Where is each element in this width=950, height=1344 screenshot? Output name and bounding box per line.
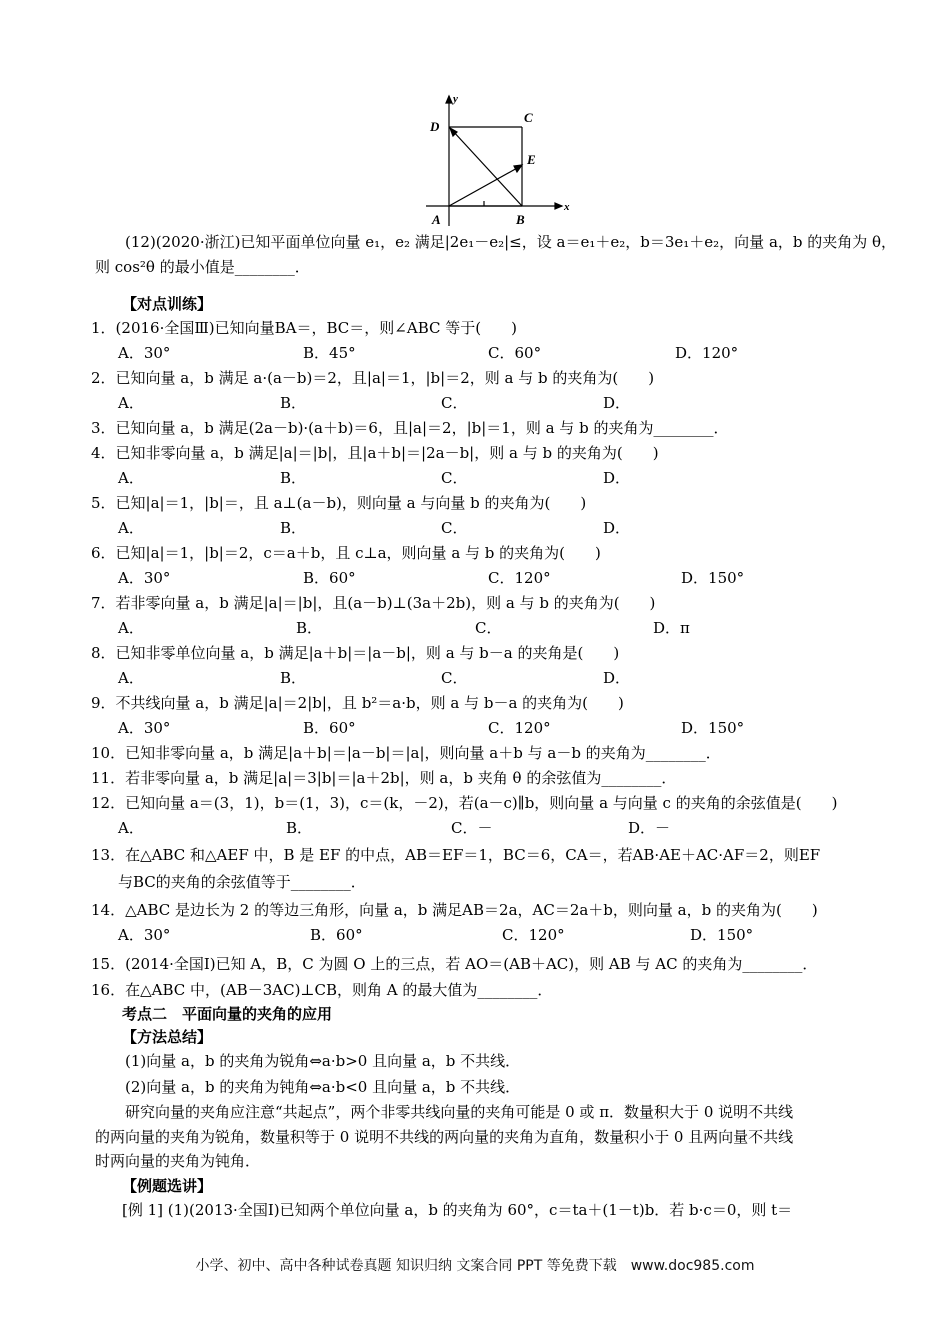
question-12: (12)(2020·浙江)已知平面单位向量 e₁，e₂ 满足|2e₁－e₂|≤，设 a＝e₁＋e₂，b＝3e₁＋e₂，向量 a，b 的夹角为 θ， — [125, 233, 897, 251]
option-d: D． — [603, 469, 631, 487]
vector-AE — [449, 167, 519, 206]
practice-3: 3．已知向量 a，b 满足(2a－b)·(a＋b)＝6，且|a|＝2，|b|＝1，则 a 与 b 的夹角为________． — [91, 419, 729, 437]
option-b: B．60° — [310, 926, 363, 944]
option-d: D．120° — [675, 344, 739, 362]
options-1 — [118, 343, 838, 363]
option-d: D． — [603, 519, 631, 537]
option-a: A． — [118, 669, 144, 687]
option-c: C．－ — [451, 819, 493, 837]
method-summary-header: 【方法总结】 — [122, 1028, 213, 1046]
option-a: A．30° — [118, 344, 171, 362]
option-b: B． — [296, 619, 323, 637]
option-b: B． — [280, 469, 307, 487]
option-a: A． — [118, 394, 144, 412]
method-1: (1)向量 a，b 的夹角为锐角⇔a·b>0 且向量 a，b 不共线． — [125, 1052, 521, 1070]
practice-13: 13．在△ABC 和△AEF 中，B 是 EF 的中点，AB＝EF＝1，BC＝6，CA＝，若AB·AE＋AC·AF＝2，则EF — [91, 846, 821, 864]
option-d: D． — [603, 394, 631, 412]
option-a: A．30° — [118, 569, 171, 587]
option-a: A． — [118, 519, 144, 537]
practice-14: 14．△ABC 是边长为 2 的等边三角形，向量 a，b 满足AB＝2a，AC＝2a＋b，则向量 a，b 的夹角为( ) — [91, 901, 818, 919]
practice-6: 6．已知|a|＝1，|b|＝2，c＝a＋b，且 c⊥a，则向量 a 与 b 的夹角为( ) — [91, 544, 601, 562]
practice-11: 11．若非零向量 a，b 满足|a|＝3|b|＝|a＋2b|，则 a，b 夹角 θ 的余弦值为________． — [91, 769, 677, 787]
practice-16: 16．在△ABC 中，(AB－3AC)⊥CB，则角 A 的最大值为________． — [91, 981, 553, 999]
option-c: C． — [475, 619, 502, 637]
option-c: C．120° — [488, 569, 551, 587]
note-line-3: 时两向量的夹角为钝角． — [95, 1152, 261, 1170]
options-5 — [118, 518, 838, 538]
note-line-2: 的两向量的夹角为锐角，数量积等于 0 说明不共线的两向量的夹角为直角，数量积小于 0 且两向量不共线 — [95, 1128, 794, 1146]
option-d: D．π — [653, 619, 690, 637]
practice-9: 9．不共线向量 a，b 满足|a|＝2|b|，且 b²＝a·b，则 a 与 b－a 的夹角为( ) — [91, 694, 624, 712]
square-vector-figure — [424, 88, 574, 230]
options-4 — [118, 468, 838, 488]
vector-BD — [452, 130, 522, 206]
practice-7: 7．若非零向量 a，b 满足|a|＝|b|，且(a－b)⊥(3a＋2b)，则 a 与 b 的夹角为( ) — [91, 594, 656, 612]
axis-y-label: y — [453, 93, 458, 105]
option-a: A．30° — [118, 719, 171, 737]
options-7 — [118, 618, 838, 638]
option-b: B． — [280, 394, 307, 412]
option-c: C． — [441, 469, 468, 487]
example-1: [例 1] (1)(2013·全国Ⅰ)已知两个单位向量 a，b 的夹角为 60°，c＝ta＋(1－t)b．若 b·c＝0，则 t＝ — [122, 1201, 793, 1219]
options-2 — [118, 393, 838, 413]
practice-5: 5．已知|a|＝1，|b|＝，且 a⊥(a－b)，则向量 a 与向量 b 的夹角为( ) — [91, 494, 587, 512]
practice-13-cont: 与BC的夹角的余弦值等于________． — [118, 873, 366, 891]
practice-header: 【对点训练】 — [122, 295, 213, 313]
option-d: D．150° — [681, 719, 745, 737]
option-c: C． — [441, 669, 468, 687]
option-a: A．30° — [118, 926, 171, 944]
method-2: (2)向量 a，b 的夹角为钝角⇔a·b<0 且向量 a，b 不共线． — [125, 1078, 521, 1096]
option-b: B． — [280, 519, 307, 537]
practice-4: 4．已知非零向量 a，b 满足|a|＝|b|，且|a＋b|＝|2a－b|，则 a 与 b 的夹角为( ) — [91, 444, 659, 462]
option-d: D．150° — [681, 569, 745, 587]
option-a: A． — [118, 819, 144, 837]
footer-text: 小学、初中、高中各种试卷真题 知识归纳 文案合同 PPT 等免费下载 www.doc985.com — [195, 1258, 755, 1274]
practice-2: 2．已知向量 a，b 满足 a·(a－b)＝2，且|a|＝1，|b|＝2，则 a 与 b 的夹角为( ) — [91, 369, 655, 387]
option-c: C． — [441, 394, 468, 412]
option-b: B．60° — [303, 569, 356, 587]
axis-x-label: x — [564, 201, 570, 213]
option-c: C．120° — [488, 719, 551, 737]
option-c: C．120° — [502, 926, 565, 944]
options-9 — [118, 718, 838, 738]
option-b: B．60° — [303, 719, 356, 737]
options-6 — [118, 568, 838, 588]
topic-two-heading: 考点二 平面向量的夹角的应用 — [122, 1005, 333, 1023]
option-a: A． — [118, 619, 144, 637]
practice-8: 8．已知非零单位向量 a，b 满足|a＋b|＝|a－b|，则 a 与 b－a 的夹角是( ) — [91, 644, 620, 662]
option-b: B．45° — [303, 344, 356, 362]
practice-10: 10．已知非零向量 a，b 满足|a＋b|＝|a－b|＝|a|，则向量 a＋b 与 a－b 的夹角为________． — [91, 744, 721, 762]
vector-AE-arrow-icon — [514, 165, 522, 172]
y-axis-arrow-icon — [446, 96, 452, 103]
practice-1: 1．(2016·全国Ⅲ)已知向量BA＝，BC＝，则∠ABC 等于( ) — [91, 319, 517, 337]
practice-12: 12．已知向量 a＝(3，1)，b＝(1，3)，c＝(k，－2)，若(a－c)∥b，则向量 a 与向量 c 的夹角的余弦值是( ) — [91, 794, 838, 812]
question-12-cont: 则 cos²θ 的最小值是________． — [95, 258, 310, 276]
option-c: C． — [441, 519, 468, 537]
label-B: B — [516, 212, 525, 227]
x-axis-arrow-icon — [555, 203, 562, 209]
option-d: D．－ — [628, 819, 671, 837]
label-A: A — [432, 212, 441, 227]
option-c: C．60° — [488, 344, 542, 362]
options-14 — [118, 925, 838, 945]
option-d: D．150° — [690, 926, 754, 944]
option-a: A． — [118, 469, 144, 487]
practice-15: 15．(2014·全国Ⅰ)已知 A，B，C 为圆 O 上的三点，若 AO＝(AB＋AC)，则 AB 与 AC 的夹角为________． — [91, 955, 818, 973]
note-line-1: 研究向量的夹角应注意“共起点”，两个非零共线向量的夹角可能是 0 或 π．数量积大于 0 说明不共线 — [125, 1103, 794, 1121]
label-D: D — [430, 119, 440, 134]
option-b: B． — [286, 819, 313, 837]
options-12 — [118, 818, 838, 838]
option-d: D． — [603, 669, 631, 687]
example-header: 【例题选讲】 — [122, 1177, 213, 1195]
label-C: C — [524, 110, 533, 125]
options-8 — [118, 668, 838, 688]
label-E: E — [527, 152, 536, 167]
option-b: B． — [280, 669, 307, 687]
